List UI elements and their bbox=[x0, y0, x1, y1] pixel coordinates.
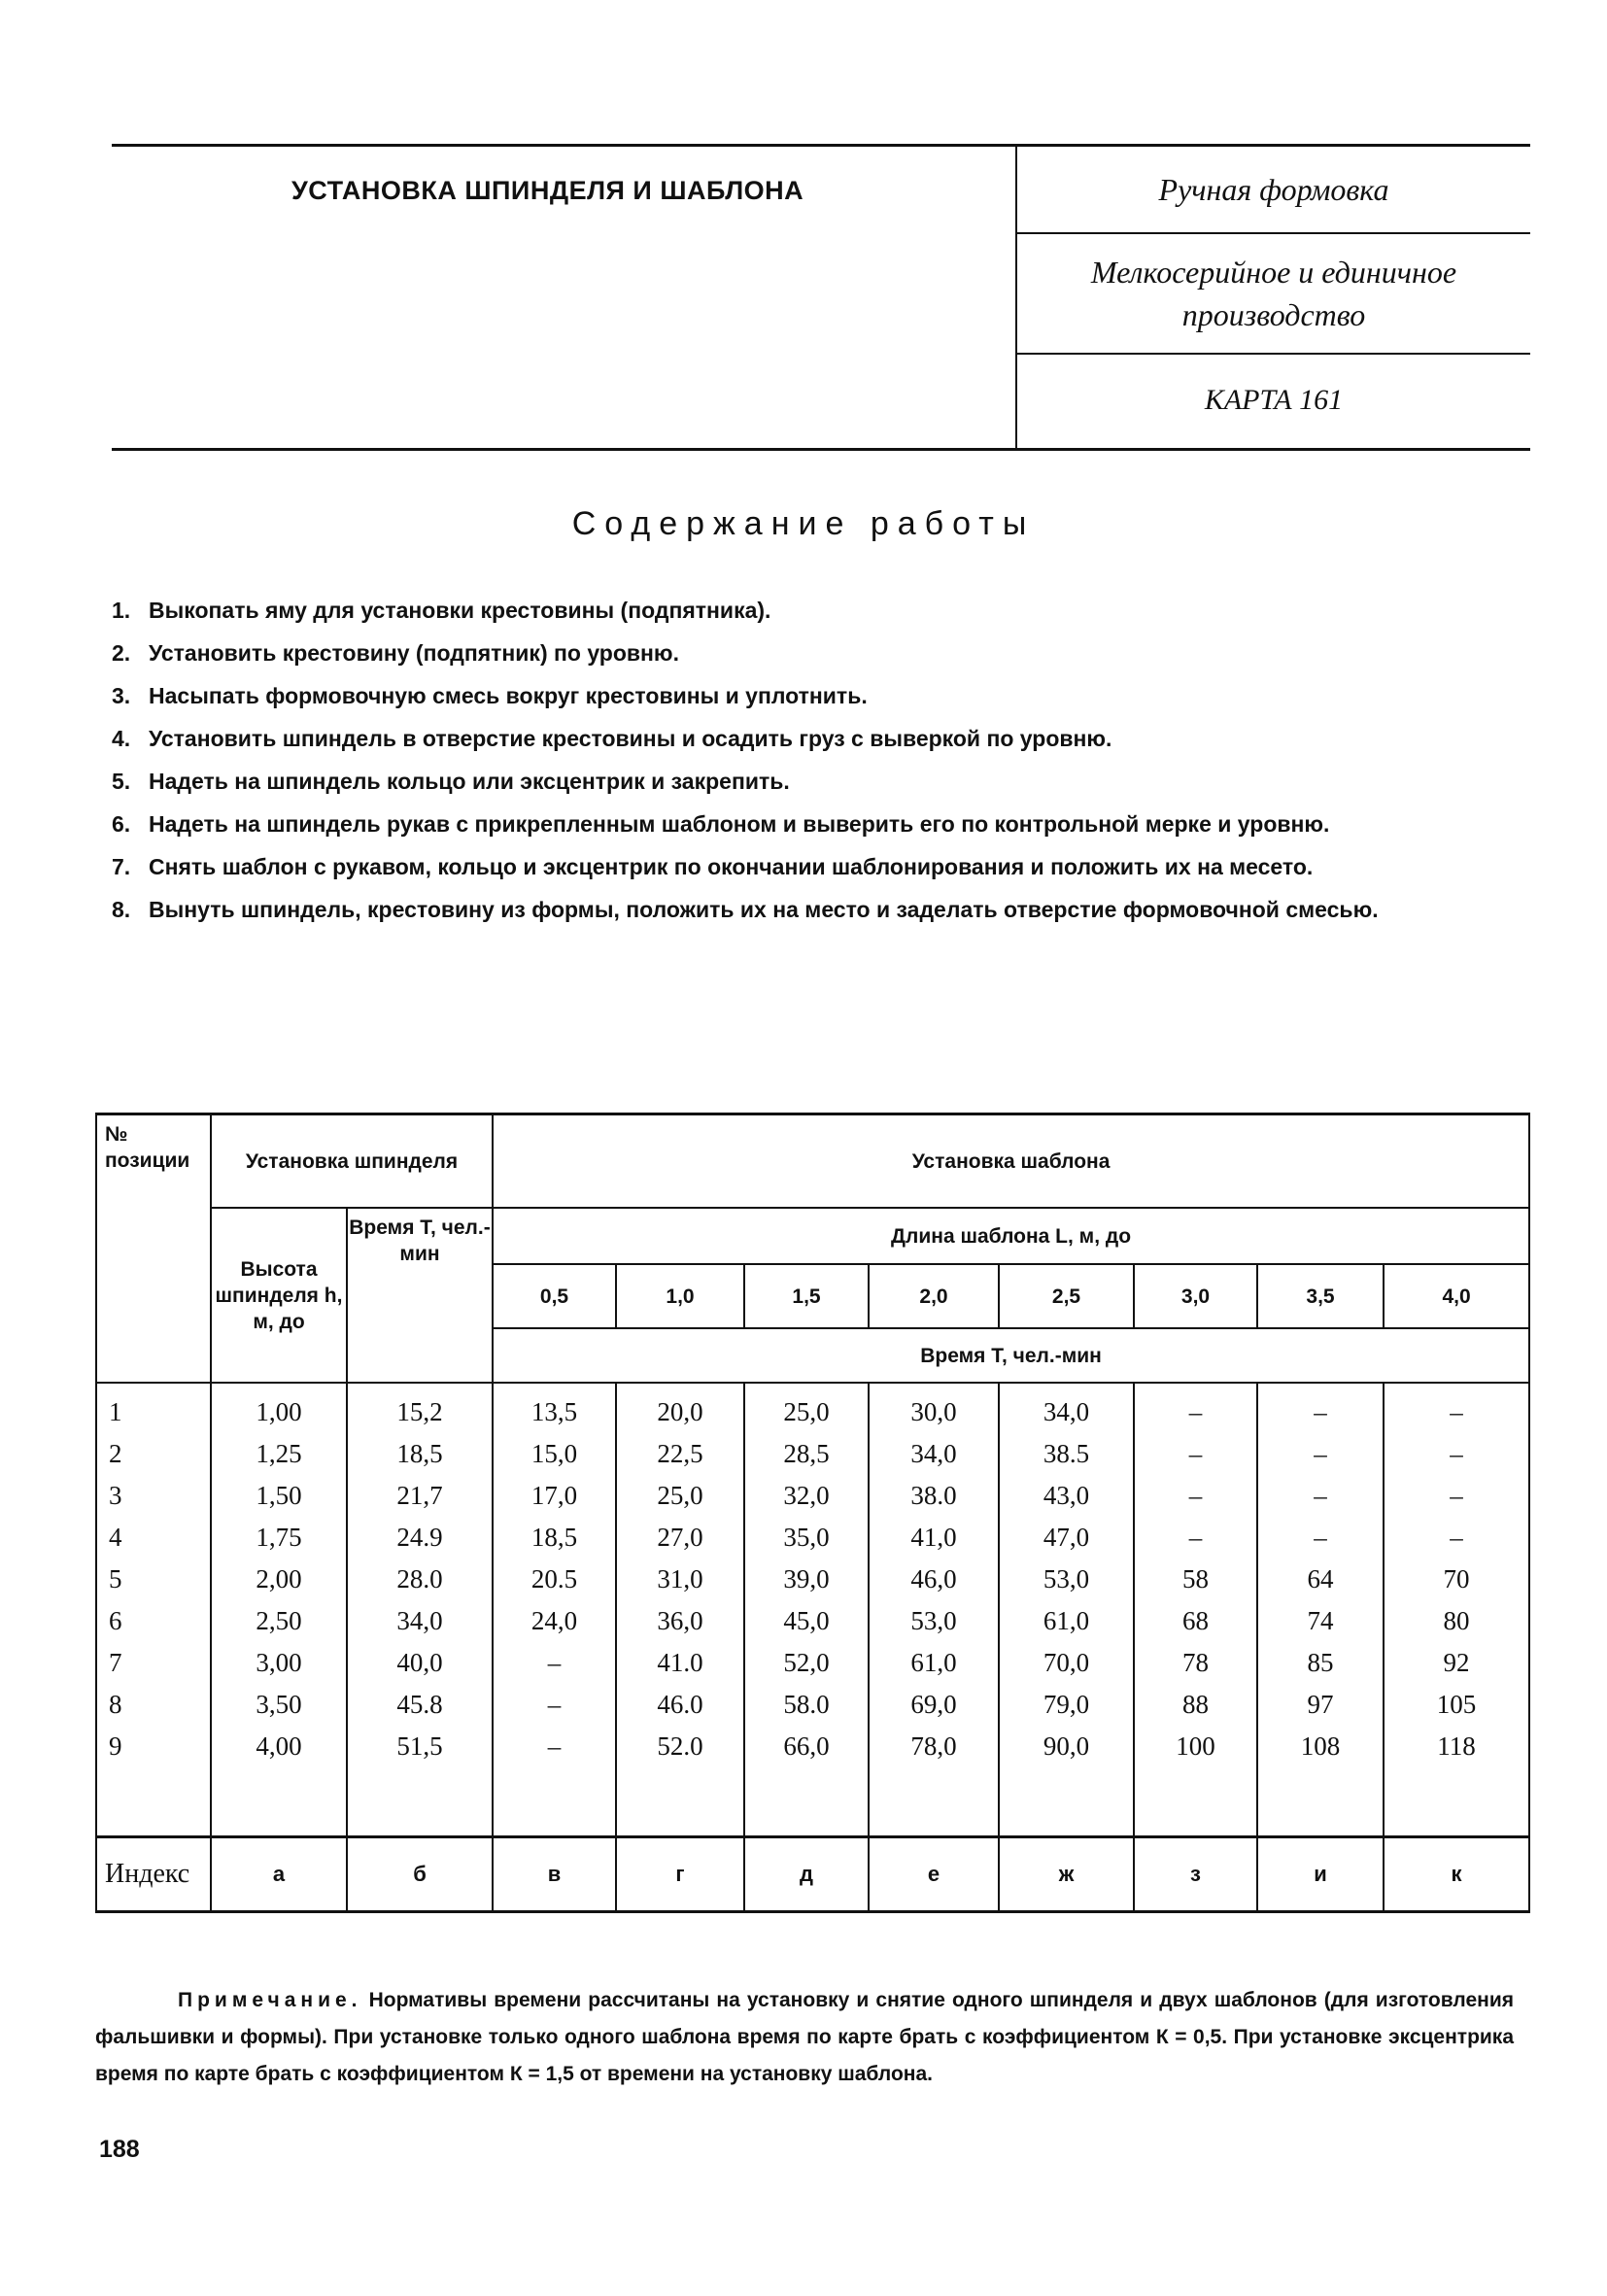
table-cell-value: 8 bbox=[109, 1690, 122, 1719]
table-cell-value: – bbox=[547, 1731, 562, 1761]
length-header: 0,5 bbox=[493, 1264, 616, 1328]
production-type: Мелкосерийное и единичное производство bbox=[1017, 234, 1530, 355]
table-cell-value: 53,0 bbox=[910, 1606, 957, 1635]
table-cell-value: 36,0 bbox=[657, 1606, 703, 1635]
template-time-column bbox=[869, 1383, 999, 1837]
work-step bbox=[112, 589, 1530, 632]
table-cell-value: 118 bbox=[1437, 1731, 1476, 1761]
table-cell-value: 15,2 bbox=[396, 1397, 443, 1426]
table-cell-value: 1,75 bbox=[256, 1523, 302, 1552]
table-cell-value: 4 bbox=[109, 1523, 122, 1552]
spindle-group-header: Установка шпинделя bbox=[211, 1114, 493, 1209]
table-cell-value: 20,0 bbox=[657, 1397, 703, 1426]
table-cell-value: 97 bbox=[1307, 1690, 1334, 1719]
table-cell-value: 1 bbox=[109, 1397, 122, 1426]
table-cell-value: – bbox=[1188, 1439, 1203, 1468]
index-cell: ж bbox=[999, 1837, 1134, 1912]
table-cell-value: 52.0 bbox=[657, 1731, 703, 1761]
position-column bbox=[96, 1383, 211, 1837]
template-time-column bbox=[1134, 1383, 1257, 1837]
table-cell-value: – bbox=[1188, 1397, 1203, 1426]
template-time-column bbox=[1384, 1383, 1529, 1837]
table-cell-value: 38.0 bbox=[910, 1481, 957, 1510]
step-number: 5. bbox=[112, 769, 131, 794]
work-step bbox=[112, 717, 1530, 760]
time-norms-table bbox=[95, 1113, 1530, 1913]
work-step bbox=[112, 674, 1530, 717]
table-cell-value: 4,00 bbox=[256, 1731, 302, 1761]
table-cell-value: 28,5 bbox=[783, 1439, 830, 1468]
step-text: Надеть на шпиндель рукав с прикрепленным шаблоном и выверить его по контрольной мерке и уровню. bbox=[149, 811, 1330, 837]
table-cell-value: 2,50 bbox=[256, 1606, 302, 1635]
table-cell-value: – bbox=[1450, 1439, 1463, 1468]
table-cell-value: – bbox=[547, 1648, 562, 1677]
note-lead: Примечание. bbox=[178, 1989, 362, 2011]
table-cell-value: 18,5 bbox=[530, 1523, 578, 1552]
table-cell-value: – bbox=[1314, 1439, 1327, 1468]
length-header: 3,0 bbox=[1134, 1264, 1257, 1328]
template-time-column bbox=[744, 1383, 869, 1837]
length-header: 2,5 bbox=[999, 1264, 1134, 1328]
table-cell-value: 46.0 bbox=[657, 1690, 703, 1719]
step-number: 1. bbox=[112, 598, 131, 623]
table-cell-value: – bbox=[1188, 1481, 1203, 1510]
step-number: 7. bbox=[112, 854, 131, 879]
index-cell: и bbox=[1257, 1837, 1384, 1912]
template-time-column bbox=[1257, 1383, 1384, 1837]
table-cell-value: 2,00 bbox=[256, 1564, 302, 1593]
index-cell: г bbox=[616, 1837, 744, 1912]
work-step bbox=[112, 845, 1530, 888]
table-cell-value: 24,0 bbox=[530, 1606, 578, 1635]
length-header: 3,5 bbox=[1257, 1264, 1384, 1328]
table-cell-value: 100 bbox=[1176, 1731, 1215, 1761]
template-time-column bbox=[999, 1383, 1134, 1837]
table-cell-value: 24.9 bbox=[396, 1523, 443, 1552]
table-cell-value: 38.5 bbox=[1043, 1439, 1090, 1468]
table-cell-value: – bbox=[1450, 1397, 1463, 1426]
index-cell: а bbox=[211, 1837, 347, 1912]
table-cell-value: 70,0 bbox=[1043, 1648, 1090, 1677]
table-cell-value: 31,0 bbox=[657, 1564, 703, 1593]
table-cell-value: 79,0 bbox=[1043, 1690, 1090, 1719]
table-cell-value: 34,0 bbox=[910, 1439, 957, 1468]
table-cell-value: 25,0 bbox=[657, 1481, 703, 1510]
spindle-time-header: Время Т, чел.-мин bbox=[347, 1208, 493, 1383]
index-label: Индекс bbox=[96, 1837, 211, 1912]
index-cell: е bbox=[869, 1837, 999, 1912]
table-cell-value: 108 bbox=[1300, 1731, 1341, 1761]
table-cell-value: 90,0 bbox=[1043, 1731, 1090, 1761]
table-cell-value: 1,25 bbox=[256, 1439, 302, 1468]
table-cell-value: 45,0 bbox=[783, 1606, 830, 1635]
length-header: 4,0 bbox=[1384, 1264, 1529, 1328]
step-number: 3. bbox=[112, 683, 131, 708]
table-cell-value: – bbox=[1188, 1523, 1203, 1552]
table-cell-value: 13,5 bbox=[530, 1397, 578, 1426]
template-time-column bbox=[616, 1383, 744, 1837]
table-cell-value: 22,5 bbox=[657, 1439, 703, 1468]
card-header bbox=[112, 144, 1530, 451]
table-cell-value: 18,5 bbox=[396, 1439, 443, 1468]
index-cell: б bbox=[347, 1837, 493, 1912]
table-cell-value: – bbox=[547, 1690, 562, 1719]
table-cell-value: 3 bbox=[109, 1481, 122, 1510]
page-number: 188 bbox=[99, 2136, 140, 2163]
table-cell-value: 25,0 bbox=[783, 1397, 830, 1426]
step-text: Установить шпиндель в отверстие крестовины и осадить груз с выверкой по уровню. bbox=[149, 726, 1112, 751]
table-cell-value: 58 bbox=[1182, 1564, 1209, 1593]
step-number: 4. bbox=[112, 726, 131, 751]
header-title-cell bbox=[112, 147, 1017, 448]
table-cell-value: 3,50 bbox=[256, 1690, 302, 1719]
table-cell-value: 41,0 bbox=[910, 1523, 957, 1552]
table-cell-value: 53,0 bbox=[1043, 1564, 1090, 1593]
length-header: 1,0 bbox=[616, 1264, 744, 1328]
table-cell-value: 7 bbox=[109, 1648, 122, 1677]
table-cell-value: 69,0 bbox=[910, 1690, 957, 1719]
table-cell-value: 17,0 bbox=[530, 1481, 578, 1510]
table-cell-value: 43,0 bbox=[1043, 1481, 1090, 1510]
step-text: Выкопать яму для установки крестовины (подпятника). bbox=[149, 598, 771, 623]
table-cell-value: 34,0 bbox=[1043, 1397, 1090, 1426]
table-cell-value: 52,0 bbox=[783, 1648, 830, 1677]
table-cell-value: 40,0 bbox=[396, 1648, 443, 1677]
work-step bbox=[112, 888, 1530, 931]
table-cell-value: 20.5 bbox=[530, 1564, 578, 1593]
table-cell-value: 88 bbox=[1182, 1690, 1209, 1719]
table-cell-value: 6 bbox=[109, 1606, 122, 1635]
step-text: Надеть на шпиндель кольцо или эксцентрик и закрепить. bbox=[149, 769, 790, 794]
table-cell-value: 35,0 bbox=[783, 1523, 830, 1552]
table-cell-value: 46,0 bbox=[910, 1564, 957, 1593]
work-steps-list bbox=[112, 589, 1530, 931]
table-cell-value: 9 bbox=[109, 1731, 122, 1761]
operation-title: УСТАНОВКА ШПИНДЕЛЯ И ШАБЛОНА bbox=[291, 176, 804, 205]
spindle-height-column bbox=[211, 1383, 347, 1837]
table-cell-value: 74 bbox=[1307, 1606, 1334, 1635]
step-number: 6. bbox=[112, 811, 131, 837]
length-header: 2,0 bbox=[869, 1264, 999, 1328]
table-cell-value: – bbox=[1450, 1523, 1463, 1552]
table-cell-value: – bbox=[1450, 1481, 1463, 1510]
table-cell-value: 78 bbox=[1182, 1648, 1209, 1677]
table-cell-value: 47,0 bbox=[1043, 1523, 1090, 1552]
table-cell-value: 5 bbox=[109, 1564, 122, 1593]
table-cell-value: 105 bbox=[1436, 1690, 1477, 1719]
table-cell-value: 66,0 bbox=[783, 1731, 830, 1761]
step-text: Насыпать формовочную смесь вокруг крестовины и уплотнить. bbox=[149, 683, 868, 708]
table-cell-value: 80 bbox=[1443, 1606, 1470, 1635]
table-cell-value: 45.8 bbox=[396, 1690, 443, 1719]
template-time-header: Время Т, чел.-мин bbox=[493, 1328, 1529, 1383]
note-text: Нормативы времени рассчитаны на установку и снятие одного шпинделя и двух шаблонов (для изготовления фальшивки и формы). При установке только одного шаблона время по карте брать с коэффициентом К = 0,5. При установке эксцентрика время по карте брать с коэффициентом К = 1,5 от времени на установку шаблона. bbox=[95, 1989, 1514, 2085]
table-cell-value: 70 bbox=[1443, 1564, 1470, 1593]
table-cell-value: 85 bbox=[1307, 1648, 1334, 1677]
template-length-header: Длина шаблона L, м, до bbox=[493, 1208, 1529, 1264]
card-number: КАРТА 161 bbox=[1204, 384, 1344, 416]
table-cell-value: 32,0 bbox=[783, 1481, 830, 1510]
header-info-column bbox=[1017, 147, 1530, 448]
table-cell-value: – bbox=[1314, 1481, 1327, 1510]
index-cell: к bbox=[1384, 1837, 1529, 1912]
position-header: № позиции bbox=[96, 1114, 211, 1384]
length-header: 1,5 bbox=[744, 1264, 869, 1328]
molding-method: Ручная формовка bbox=[1017, 147, 1530, 234]
spindle-height-header: Высота шпинделя h, м, до bbox=[211, 1208, 347, 1383]
table-cell-value: 21,7 bbox=[396, 1481, 443, 1510]
table-cell-value: 34,0 bbox=[396, 1606, 443, 1635]
table-cell-value: – bbox=[1314, 1523, 1327, 1552]
spindle-time-column bbox=[347, 1383, 493, 1837]
table-cell-value: 92 bbox=[1443, 1648, 1470, 1677]
step-number: 2. bbox=[112, 640, 131, 666]
table-cell-value: 64 bbox=[1307, 1564, 1334, 1593]
step-text: Снять шаблон с рукавом, кольцо и эксцентрик по окончании шаблонирования и положить их на месето. bbox=[149, 854, 1314, 879]
table-cell-value: 61,0 bbox=[1043, 1606, 1090, 1635]
table-cell-value: 1,50 bbox=[256, 1481, 302, 1510]
table-cell-value: 41.0 bbox=[657, 1648, 703, 1677]
step-text: Вынуть шпиндель, крестовину из формы, положить их на место и заделать отверстие формовочной смесью. bbox=[149, 897, 1379, 922]
work-step bbox=[112, 632, 1530, 674]
work-content-title: Содержание работы bbox=[571, 505, 1036, 542]
index-cell: д bbox=[744, 1837, 869, 1912]
table-cell-value: 58.0 bbox=[783, 1690, 830, 1719]
index-cell: з bbox=[1134, 1837, 1257, 1912]
template-time-column bbox=[493, 1383, 616, 1837]
table-cell-value: 2 bbox=[109, 1439, 122, 1468]
table-cell-value: 28.0 bbox=[396, 1564, 443, 1593]
table-cell-value: 1,00 bbox=[256, 1397, 302, 1426]
step-number: 8. bbox=[112, 897, 131, 922]
step-text: Установить крестовину (подпятник) по уровню. bbox=[149, 640, 679, 666]
work-step bbox=[112, 803, 1530, 845]
template-group-header: Установка шаблона bbox=[493, 1114, 1529, 1209]
table-cell-value: 30,0 bbox=[910, 1397, 957, 1426]
table-cell-value: 51,5 bbox=[396, 1731, 443, 1761]
table-cell-value: – bbox=[1314, 1397, 1327, 1426]
table-cell-value: 61,0 bbox=[910, 1648, 957, 1677]
index-cell: в bbox=[493, 1837, 616, 1912]
table-cell-value: 39,0 bbox=[783, 1564, 830, 1593]
table-cell-value: 78,0 bbox=[910, 1731, 957, 1761]
table-cell-value: 27,0 bbox=[657, 1523, 703, 1552]
table-note bbox=[95, 1982, 1514, 2093]
table-cell-value: 68 bbox=[1182, 1606, 1209, 1635]
work-step bbox=[112, 760, 1530, 803]
table-cell-value: 15,0 bbox=[530, 1439, 578, 1468]
table-cell-value: 3,00 bbox=[256, 1648, 302, 1677]
